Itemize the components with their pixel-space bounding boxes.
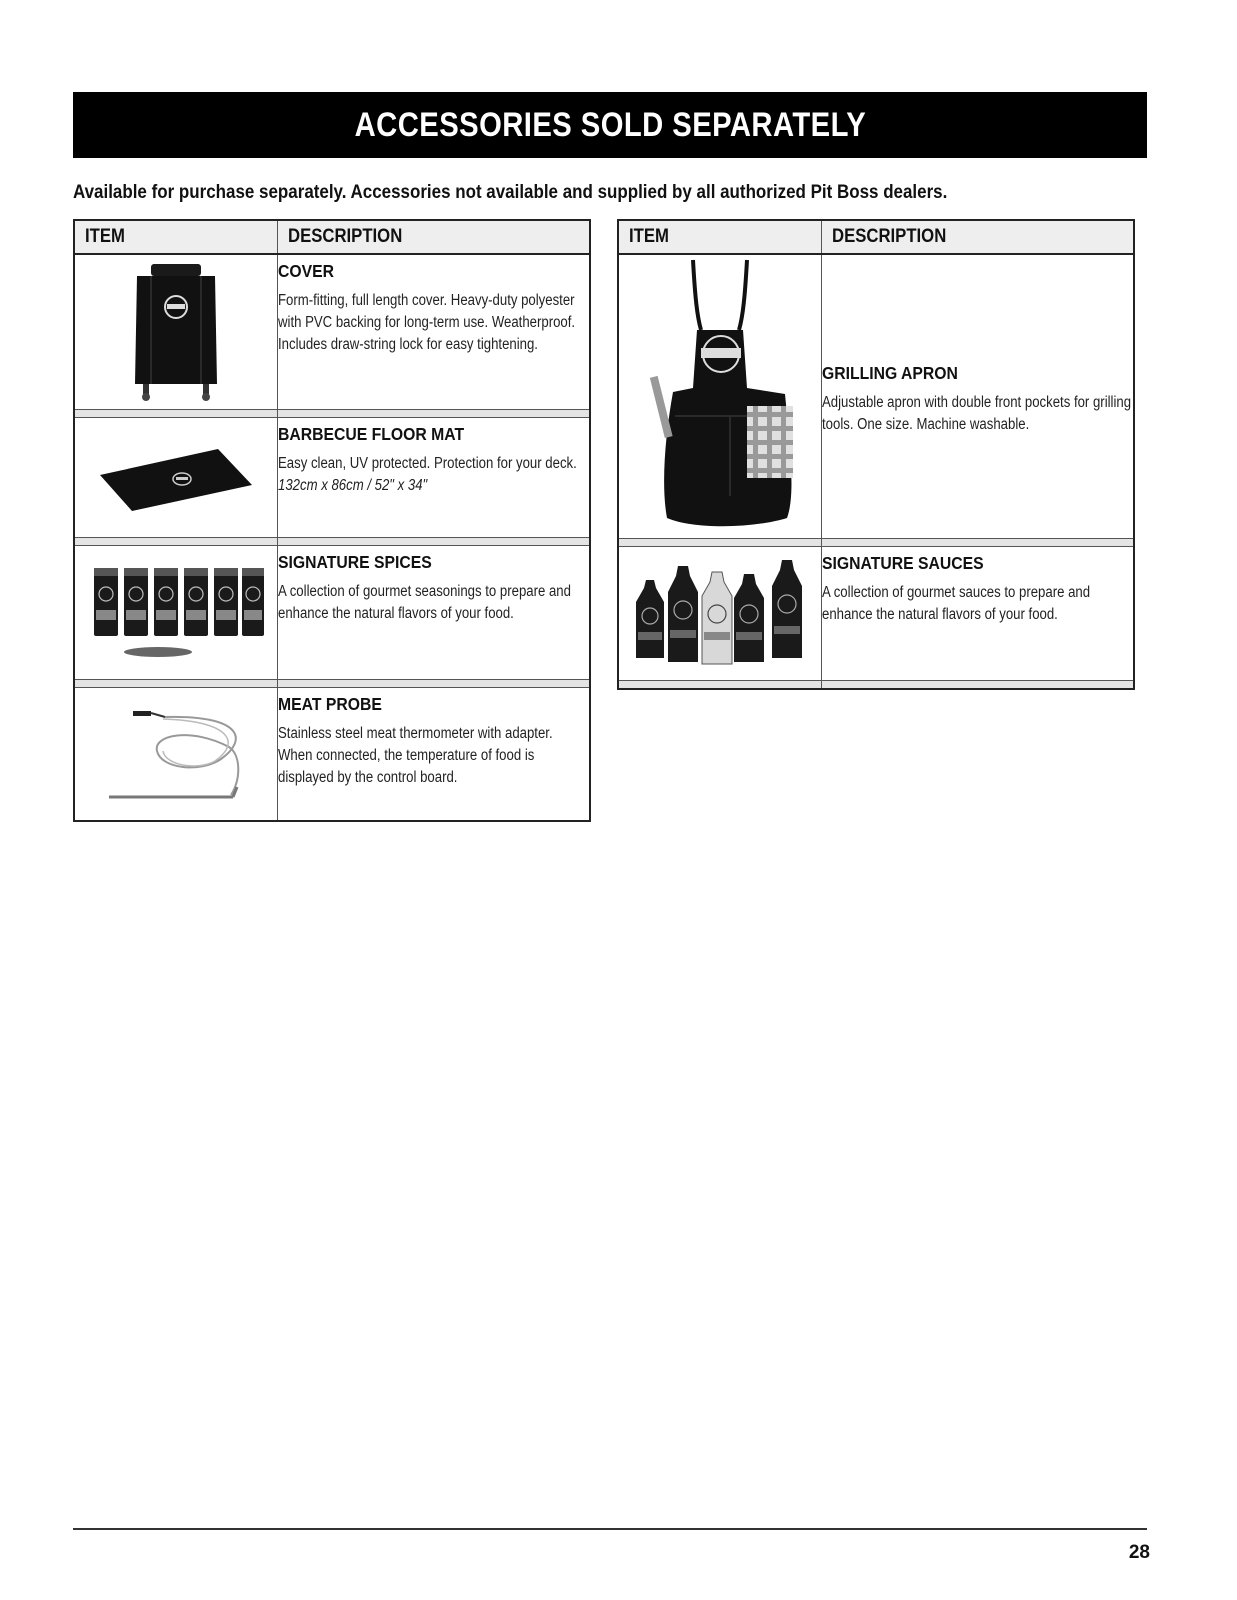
page-title: ACCESSORIES SOLD SEPARATELY [354, 105, 866, 144]
item-image-cell [74, 417, 277, 537]
sauce-bottles-icon [630, 558, 810, 668]
row-separator [618, 538, 1134, 546]
item-description-cell [277, 687, 590, 821]
row-separator [74, 409, 590, 417]
item-image-cell [618, 254, 821, 538]
table-row [74, 687, 590, 821]
table-row [74, 417, 590, 537]
item-description: A collection of gourmet sauces to prepare and enhance the natural flavors of your food. [821, 583, 1090, 623]
intro-text: Available for purchase separately. Accessories not available and supplied by all authorized Pit Boss dealers. [73, 181, 948, 203]
table-row [74, 254, 590, 409]
item-description-cell [821, 546, 1134, 680]
col-header-item: ITEM [618, 220, 821, 254]
floor-mat-icon [96, 437, 256, 517]
item-image-cell [618, 546, 821, 680]
item-name: SIGNATURE SAUCES [821, 552, 984, 573]
apron-icon [635, 256, 805, 536]
row-separator [74, 679, 590, 687]
item-description-cell [277, 545, 590, 679]
title-banner [73, 92, 1147, 158]
item-description: Stainless steel meat thermometer with adapter. When connected, the temperature of food is displayed by the control board. [277, 724, 553, 786]
col-header-item: ITEM [74, 220, 277, 254]
item-name: GRILLING APRON [821, 362, 958, 383]
item-image-cell [74, 545, 277, 679]
table-row [74, 545, 590, 679]
item-name: MEAT PROBE [277, 693, 382, 714]
item-description: Easy clean, UV protected. Protection for your deck. 132cm x 86cm / 52" x 34" [277, 454, 577, 494]
item-image-cell [74, 687, 277, 821]
page-number: 28 [1128, 1542, 1150, 1563]
item-description-cell [277, 417, 590, 537]
item-name: SIGNATURE SPICES [277, 551, 432, 572]
col-header-description: DESCRIPTION [277, 220, 590, 254]
table-header-row [618, 220, 1134, 254]
item-name: COVER [277, 261, 334, 281]
item-description-cell [277, 254, 590, 409]
row-separator [618, 680, 1134, 689]
grill-cover-icon [131, 262, 221, 402]
item-image-cell [74, 254, 277, 409]
meat-probe-icon [101, 699, 251, 809]
table-row [618, 546, 1134, 680]
accessories-table-left [73, 219, 591, 822]
table-row [618, 254, 1134, 538]
row-separator [74, 537, 590, 545]
footer-divider [73, 1528, 1147, 1530]
item-description-cell [821, 254, 1134, 538]
table-header-row [74, 220, 590, 254]
col-header-description: DESCRIPTION [821, 220, 1134, 254]
item-description: Form-fitting, full length cover. Heavy-duty polyester with PVC backing for long-term use. Weatherproof. Includes draw-string lock for easy tightening. [277, 292, 575, 353]
item-dimensions: 132cm x 86cm / 52" x 34" [277, 476, 427, 494]
item-description: A collection of gourmet seasonings to prepare and enhance the natural flavors of your food. [277, 582, 571, 622]
item-description: Adjustable apron with double front pockets for grilling tools. One size. Machine washable. [821, 393, 1131, 433]
spice-jars-icon [86, 562, 266, 662]
accessories-table-right [617, 219, 1135, 690]
item-name: BARBECUE FLOOR MAT [277, 423, 464, 444]
